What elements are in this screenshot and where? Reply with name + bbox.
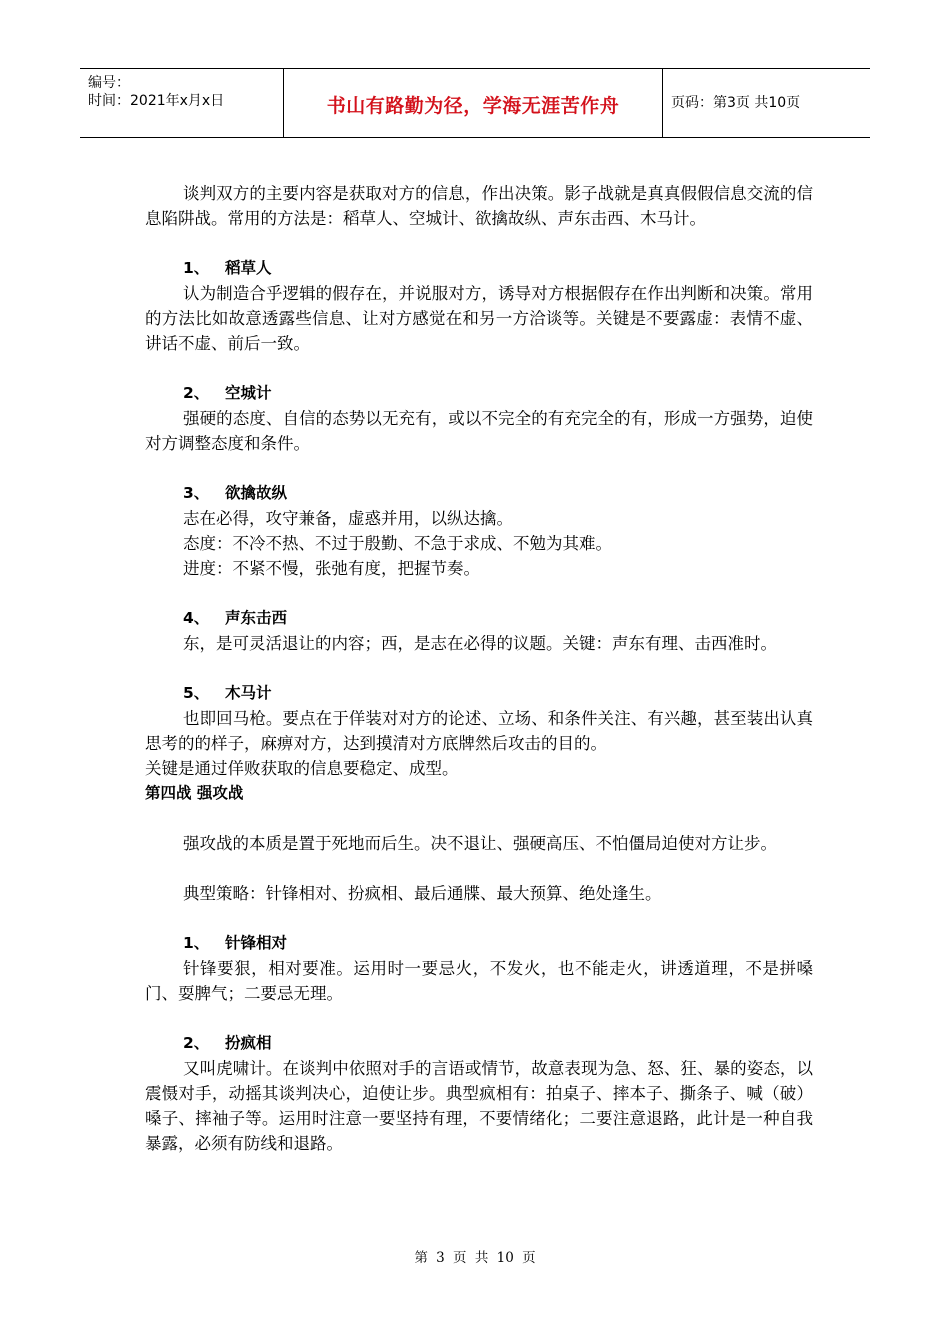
section-number: 5、: [183, 684, 210, 702]
section-paragraph-5b: 关键是通过佯败获取的信息要稳定、成型。: [145, 759, 459, 778]
tactic-paragraph-1: 针锋要狠，相对要准。运用时一要忌火，不发火，也不能走火，讲透道理，不是拼嗓门、耍脾气；二要忌无理。: [145, 959, 813, 1003]
section-title: 声东击西: [225, 609, 288, 627]
motto: 书山有路勤为径，学海无涯苦作舟: [326, 95, 620, 117]
section-number: 1、: [183, 259, 210, 277]
document-body: [145, 181, 813, 1156]
header-info-cell: [80, 69, 284, 137]
section-heading-1: [145, 256, 813, 281]
number-label: 编号：: [88, 75, 130, 91]
section-title: 扮疯相: [225, 1034, 272, 1052]
chapter-heading: 第四战 强攻战: [145, 784, 244, 802]
section-paragraph-4: 东，是可灵活退让的内容；西，是志在必得的议题。关键：声东有理、击西准时。: [183, 634, 777, 653]
section-number: 2、: [183, 384, 210, 402]
section-paragraph-1: 认为制造合乎逻辑的假存在，并说服对方，诱导对方根据假存在作出判断和决策。常用的方法比如故意透露些信息、让对方感觉在和另一方洽谈等。关键是不要露虚：表情不虚、讲话不虚、前后一致。: [145, 284, 813, 353]
section-number: 3、: [183, 484, 210, 502]
section-number: 4、: [183, 609, 210, 627]
tactic-heading-1: [145, 931, 813, 956]
tactic-heading-2: [145, 1031, 813, 1056]
section-heading-2: [145, 381, 813, 406]
section-line: 志在必得，攻守兼备，虚惑并用，以纵达擒。: [183, 509, 513, 528]
strategy-list-paragraph: 典型策略：针锋相对、扮疯相、最后通牒、最大预算、绝处逢生。: [183, 884, 662, 903]
time-label: 时间：2021年x月x日: [88, 93, 225, 109]
section-title: 稻草人: [225, 259, 272, 277]
section-heading-4: [145, 606, 813, 631]
section-title: 针锋相对: [225, 934, 288, 952]
header-page-cell: [663, 69, 870, 137]
section-heading-5: [145, 681, 813, 706]
section-number: 1、: [183, 934, 210, 952]
intro-paragraph: 谈判双方的主要内容是获取对方的信息，作出决策。影子战就是真真假假信息交流的信息陷阱战。常用的方法是：稻草人、空城计、欲擒故纵、声东击西、木马计。: [145, 184, 813, 228]
page-header: [80, 68, 870, 138]
header-motto-cell: [284, 69, 663, 137]
page-footer: 第 3 页 共 10 页: [414, 1250, 536, 1266]
section-line: 态度：不冷不热、不过于殷勤、不急于求成、不勉为其难。: [183, 534, 612, 553]
section-paragraph-2: 强硬的态度、自信的态势以无充有，或以不完全的有充完全的有，形成一方强势，迫使对方调整态度和条件。: [145, 409, 813, 453]
section-heading-3: [145, 481, 813, 506]
section-paragraph-5: 也即回马枪。要点在于佯装对对方的论述、立场、和条件关注、有兴趣，甚至装出认真思考的的样子，麻痹对方，达到摸清对方底牌然后攻击的目的。: [145, 709, 813, 753]
tactic-paragraph-2: 又叫虎啸计。在谈判中依照对手的言语或情节，故意表现为急、怒、狂、暴的姿态，以震慑对手，动摇其谈判决心，迫使让步。典型疯相有：拍桌子、摔本子、撕条子、喊（破）嗓子、摔袖子等。运用时注意一要坚持有理，不要情绪化；二要注意退路，此计是一种自我暴露，必须有防线和退路。: [145, 1059, 813, 1153]
section-title: 木马计: [225, 684, 272, 702]
section-number: 2、: [183, 1034, 210, 1052]
section-title: 空城计: [225, 384, 272, 402]
chapter-paragraph: 强攻战的本质是置于死地而后生。决不退让、强硬高压、不怕僵局迫使对方让步。: [183, 834, 777, 853]
section-title: 欲擒故纵: [225, 484, 288, 502]
page-label: 页码：第3页 共10页: [671, 95, 801, 111]
section-line: 进度：不紧不慢，张弛有度，把握节奏。: [183, 559, 480, 578]
